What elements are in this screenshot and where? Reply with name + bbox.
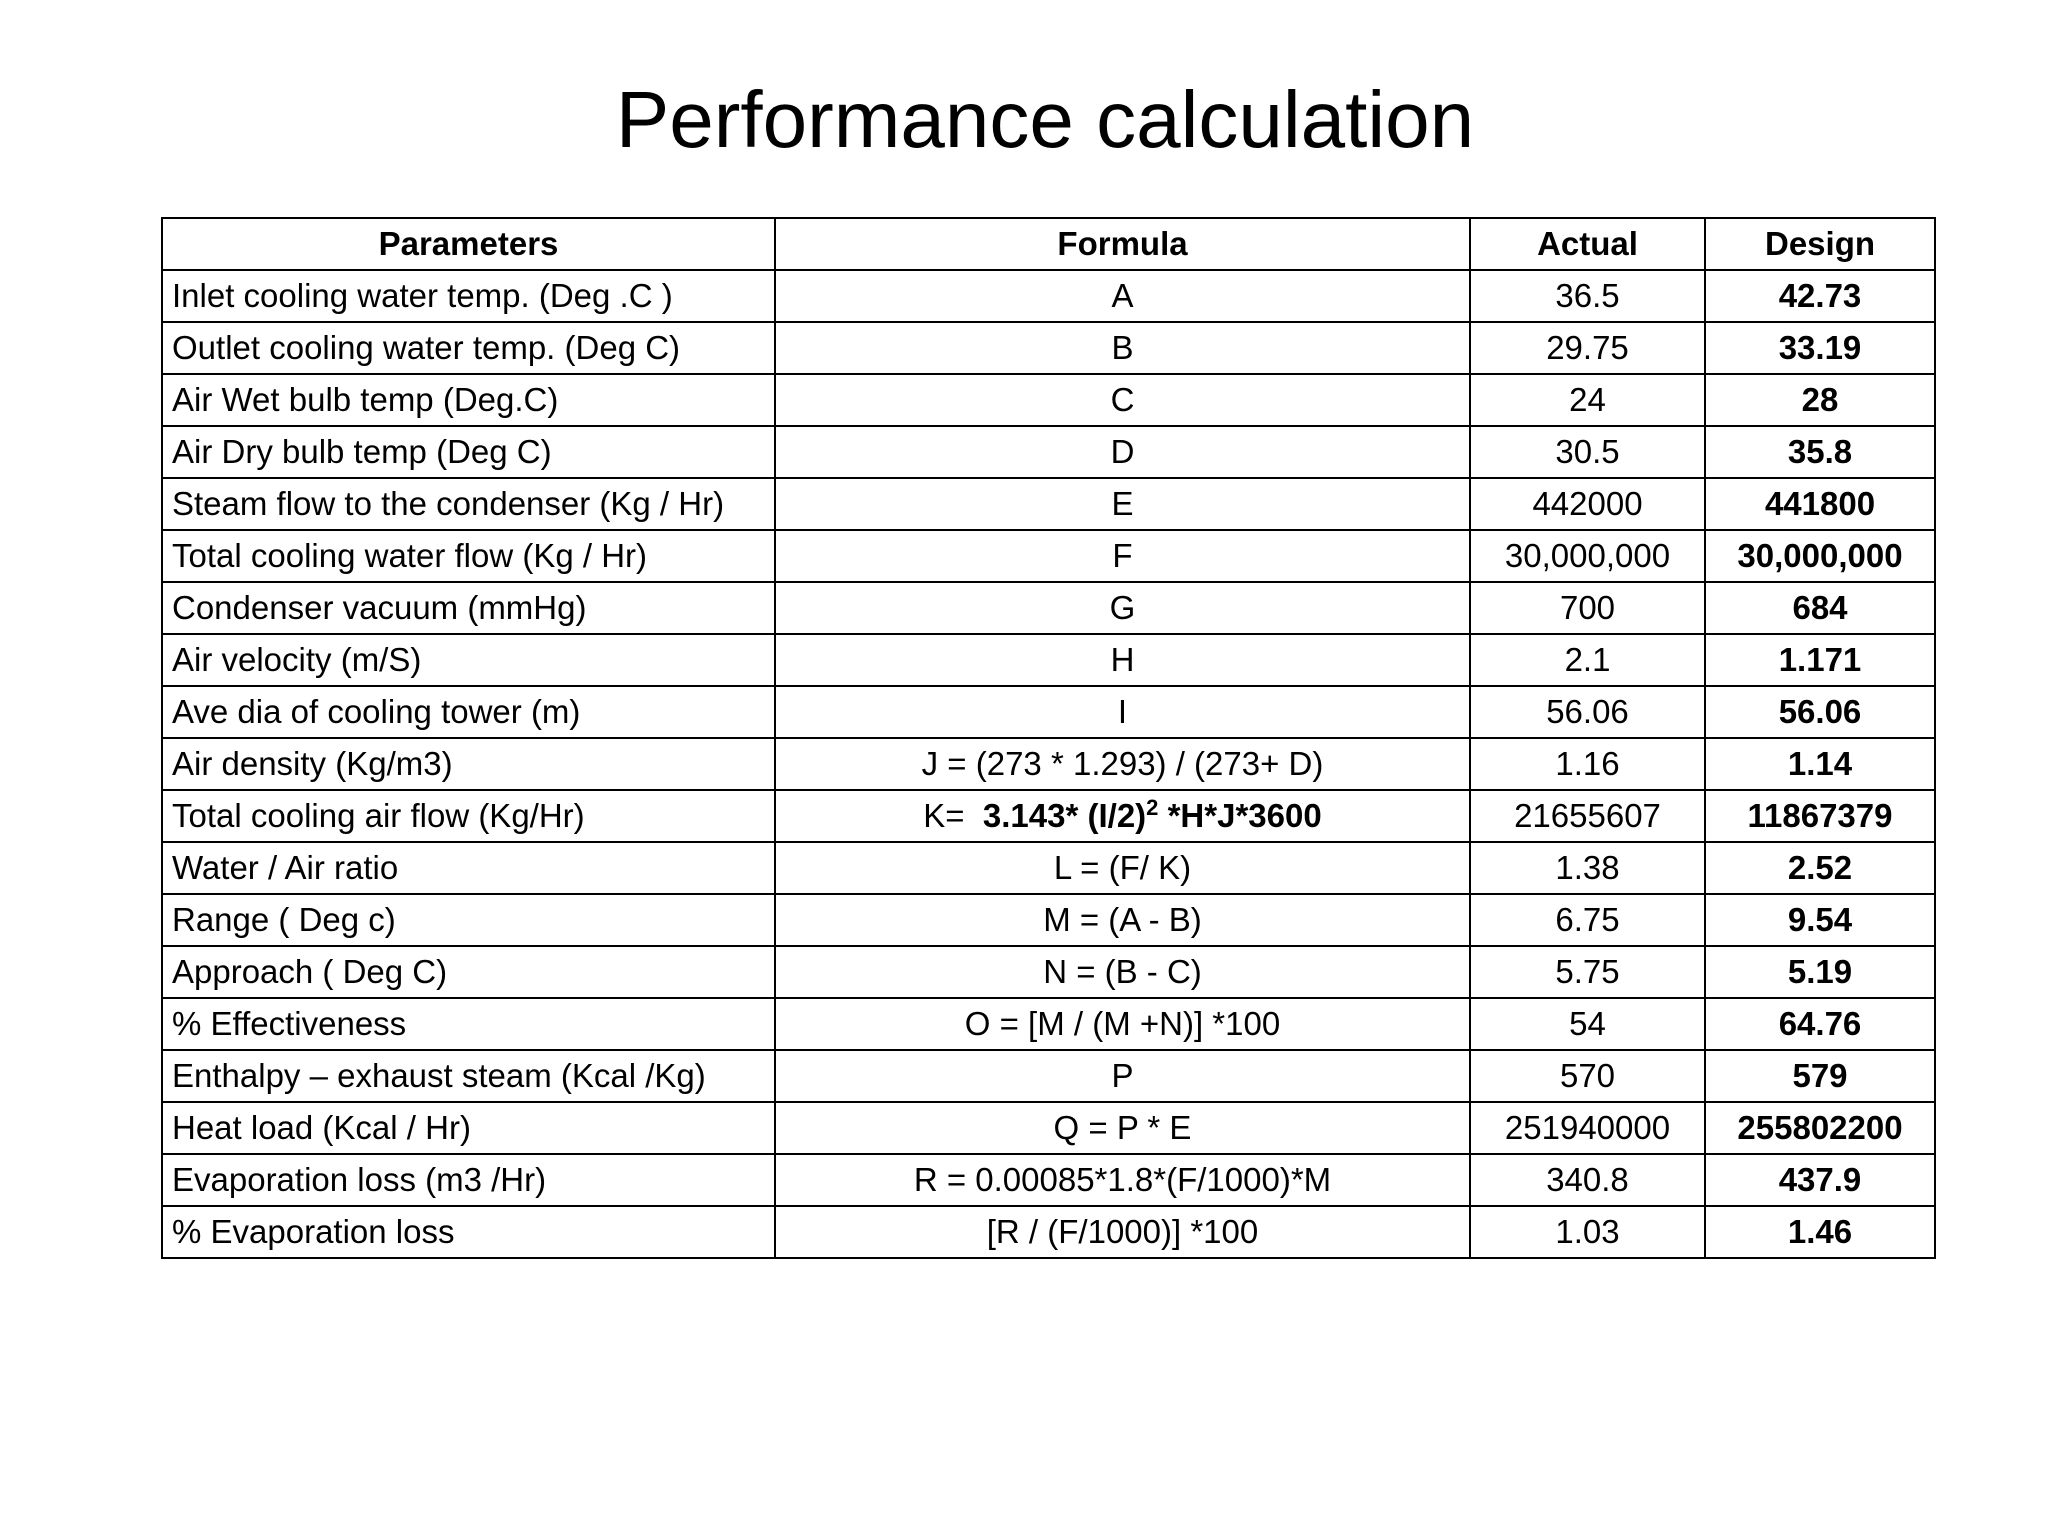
parameter-cell: % Effectiveness (162, 998, 775, 1050)
actual-cell: 700 (1470, 582, 1705, 634)
design-cell: 579 (1705, 1050, 1935, 1102)
design-cell: 1.46 (1705, 1206, 1935, 1258)
performance-table (161, 217, 1936, 1259)
parameter-cell: Enthalpy – exhaust steam (Kcal /Kg) (162, 1050, 775, 1102)
table-row (162, 582, 1935, 634)
parameter-cell: Heat load (Kcal / Hr) (162, 1102, 775, 1154)
formula-cell: D (775, 426, 1470, 478)
formula-bold-b: *H*J*3600 (1158, 797, 1322, 834)
formula-cell: H (775, 634, 1470, 686)
table-header-row (162, 218, 1935, 270)
formula-cell (775, 790, 1470, 842)
table-row (162, 738, 1935, 790)
formula-cell: F (775, 530, 1470, 582)
formula-cell: [R / (F/1000)] *100 (775, 1206, 1470, 1258)
design-cell: 42.73 (1705, 270, 1935, 322)
formula-cell: J = (273 * 1.293) / (273+ D) (775, 738, 1470, 790)
parameter-cell: Approach ( Deg C) (162, 946, 775, 998)
actual-cell: 2.1 (1470, 634, 1705, 686)
formula-cell: A (775, 270, 1470, 322)
parameter-cell: Ave dia of cooling tower (m) (162, 686, 775, 738)
parameter-cell: % Evaporation loss (162, 1206, 775, 1258)
header-parameters: Parameters (162, 218, 775, 270)
parameter-cell: Steam flow to the condenser (Kg / Hr) (162, 478, 775, 530)
table-row (162, 1154, 1935, 1206)
table-row (162, 894, 1935, 946)
design-cell: 255802200 (1705, 1102, 1935, 1154)
table-row (162, 790, 1935, 842)
formula-cell: C (775, 374, 1470, 426)
actual-cell: 570 (1470, 1050, 1705, 1102)
formula-cell: M = (A - B) (775, 894, 1470, 946)
formula-cell: R = 0.00085*1.8*(F/1000)*M (775, 1154, 1470, 1206)
design-cell: 28 (1705, 374, 1935, 426)
table-row (162, 478, 1935, 530)
actual-cell: 56.06 (1470, 686, 1705, 738)
design-cell: 1.14 (1705, 738, 1935, 790)
actual-cell: 251940000 (1470, 1102, 1705, 1154)
formula-cell: Q = P * E (775, 1102, 1470, 1154)
parameter-cell: Total cooling air flow (Kg/Hr) (162, 790, 775, 842)
table-row (162, 946, 1935, 998)
design-cell: 35.8 (1705, 426, 1935, 478)
design-cell: 56.06 (1705, 686, 1935, 738)
header-actual: Actual (1470, 218, 1705, 270)
design-cell: 11867379 (1705, 790, 1935, 842)
actual-cell: 5.75 (1470, 946, 1705, 998)
actual-cell: 1.16 (1470, 738, 1705, 790)
formula-bold-a: 3.143* (I/2) (982, 797, 1147, 834)
table-row (162, 1206, 1935, 1258)
table-row (162, 686, 1935, 738)
parameter-cell: Air density (Kg/m3) (162, 738, 775, 790)
design-cell: 684 (1705, 582, 1935, 634)
table-row (162, 1050, 1935, 1102)
formula-cell: N = (B - C) (775, 946, 1470, 998)
formula-cell: O = [M / (M +N)] *100 (775, 998, 1470, 1050)
design-cell: 1.171 (1705, 634, 1935, 686)
table-row (162, 842, 1935, 894)
parameter-cell: Air velocity (m/S) (162, 634, 775, 686)
formula-prefix: K= (923, 797, 983, 834)
parameter-cell: Outlet cooling water temp. (Deg C) (162, 322, 775, 374)
actual-cell: 340.8 (1470, 1154, 1705, 1206)
table-row (162, 426, 1935, 478)
design-cell: 33.19 (1705, 322, 1935, 374)
table-row (162, 1102, 1935, 1154)
parameter-cell: Evaporation loss (m3 /Hr) (162, 1154, 775, 1206)
actual-cell: 6.75 (1470, 894, 1705, 946)
table-row (162, 322, 1935, 374)
design-cell: 2.52 (1705, 842, 1935, 894)
actual-cell: 30,000,000 (1470, 530, 1705, 582)
design-cell: 441800 (1705, 478, 1935, 530)
actual-cell: 442000 (1470, 478, 1705, 530)
table-row (162, 374, 1935, 426)
design-cell: 5.19 (1705, 946, 1935, 998)
formula-cell: E (775, 478, 1470, 530)
actual-cell: 29.75 (1470, 322, 1705, 374)
actual-cell: 1.38 (1470, 842, 1705, 894)
actual-cell: 36.5 (1470, 270, 1705, 322)
design-cell: 437.9 (1705, 1154, 1935, 1206)
actual-cell: 21655607 (1470, 790, 1705, 842)
actual-cell: 54 (1470, 998, 1705, 1050)
table-row (162, 270, 1935, 322)
formula-cell: L = (F/ K) (775, 842, 1470, 894)
table-row (162, 530, 1935, 582)
design-cell: 9.54 (1705, 894, 1935, 946)
parameter-cell: Water / Air ratio (162, 842, 775, 894)
formula-cell: I (775, 686, 1470, 738)
formula-bold-part (983, 797, 1322, 834)
parameter-cell: Range ( Deg c) (162, 894, 775, 946)
actual-cell: 30.5 (1470, 426, 1705, 478)
parameter-cell: Air Wet bulb temp (Deg.C) (162, 374, 775, 426)
parameter-cell: Inlet cooling water temp. (Deg .C ) (162, 270, 775, 322)
page-title: Performance calculation (615, 75, 1475, 164)
design-cell: 64.76 (1705, 998, 1935, 1050)
table-row (162, 634, 1935, 686)
parameter-cell: Condenser vacuum (mmHg) (162, 582, 775, 634)
parameter-cell: Total cooling water flow (Kg / Hr) (162, 530, 775, 582)
parameter-cell: Air Dry bulb temp (Deg C) (162, 426, 775, 478)
header-design: Design (1705, 218, 1935, 270)
table-row (162, 998, 1935, 1050)
design-cell: 30,000,000 (1705, 530, 1935, 582)
formula-superscript: 2 (1146, 795, 1159, 820)
formula-cell: P (775, 1050, 1470, 1102)
formula-cell: G (775, 582, 1470, 634)
actual-cell: 1.03 (1470, 1206, 1705, 1258)
header-formula: Formula (775, 218, 1470, 270)
formula-cell: B (775, 322, 1470, 374)
actual-cell: 24 (1470, 374, 1705, 426)
